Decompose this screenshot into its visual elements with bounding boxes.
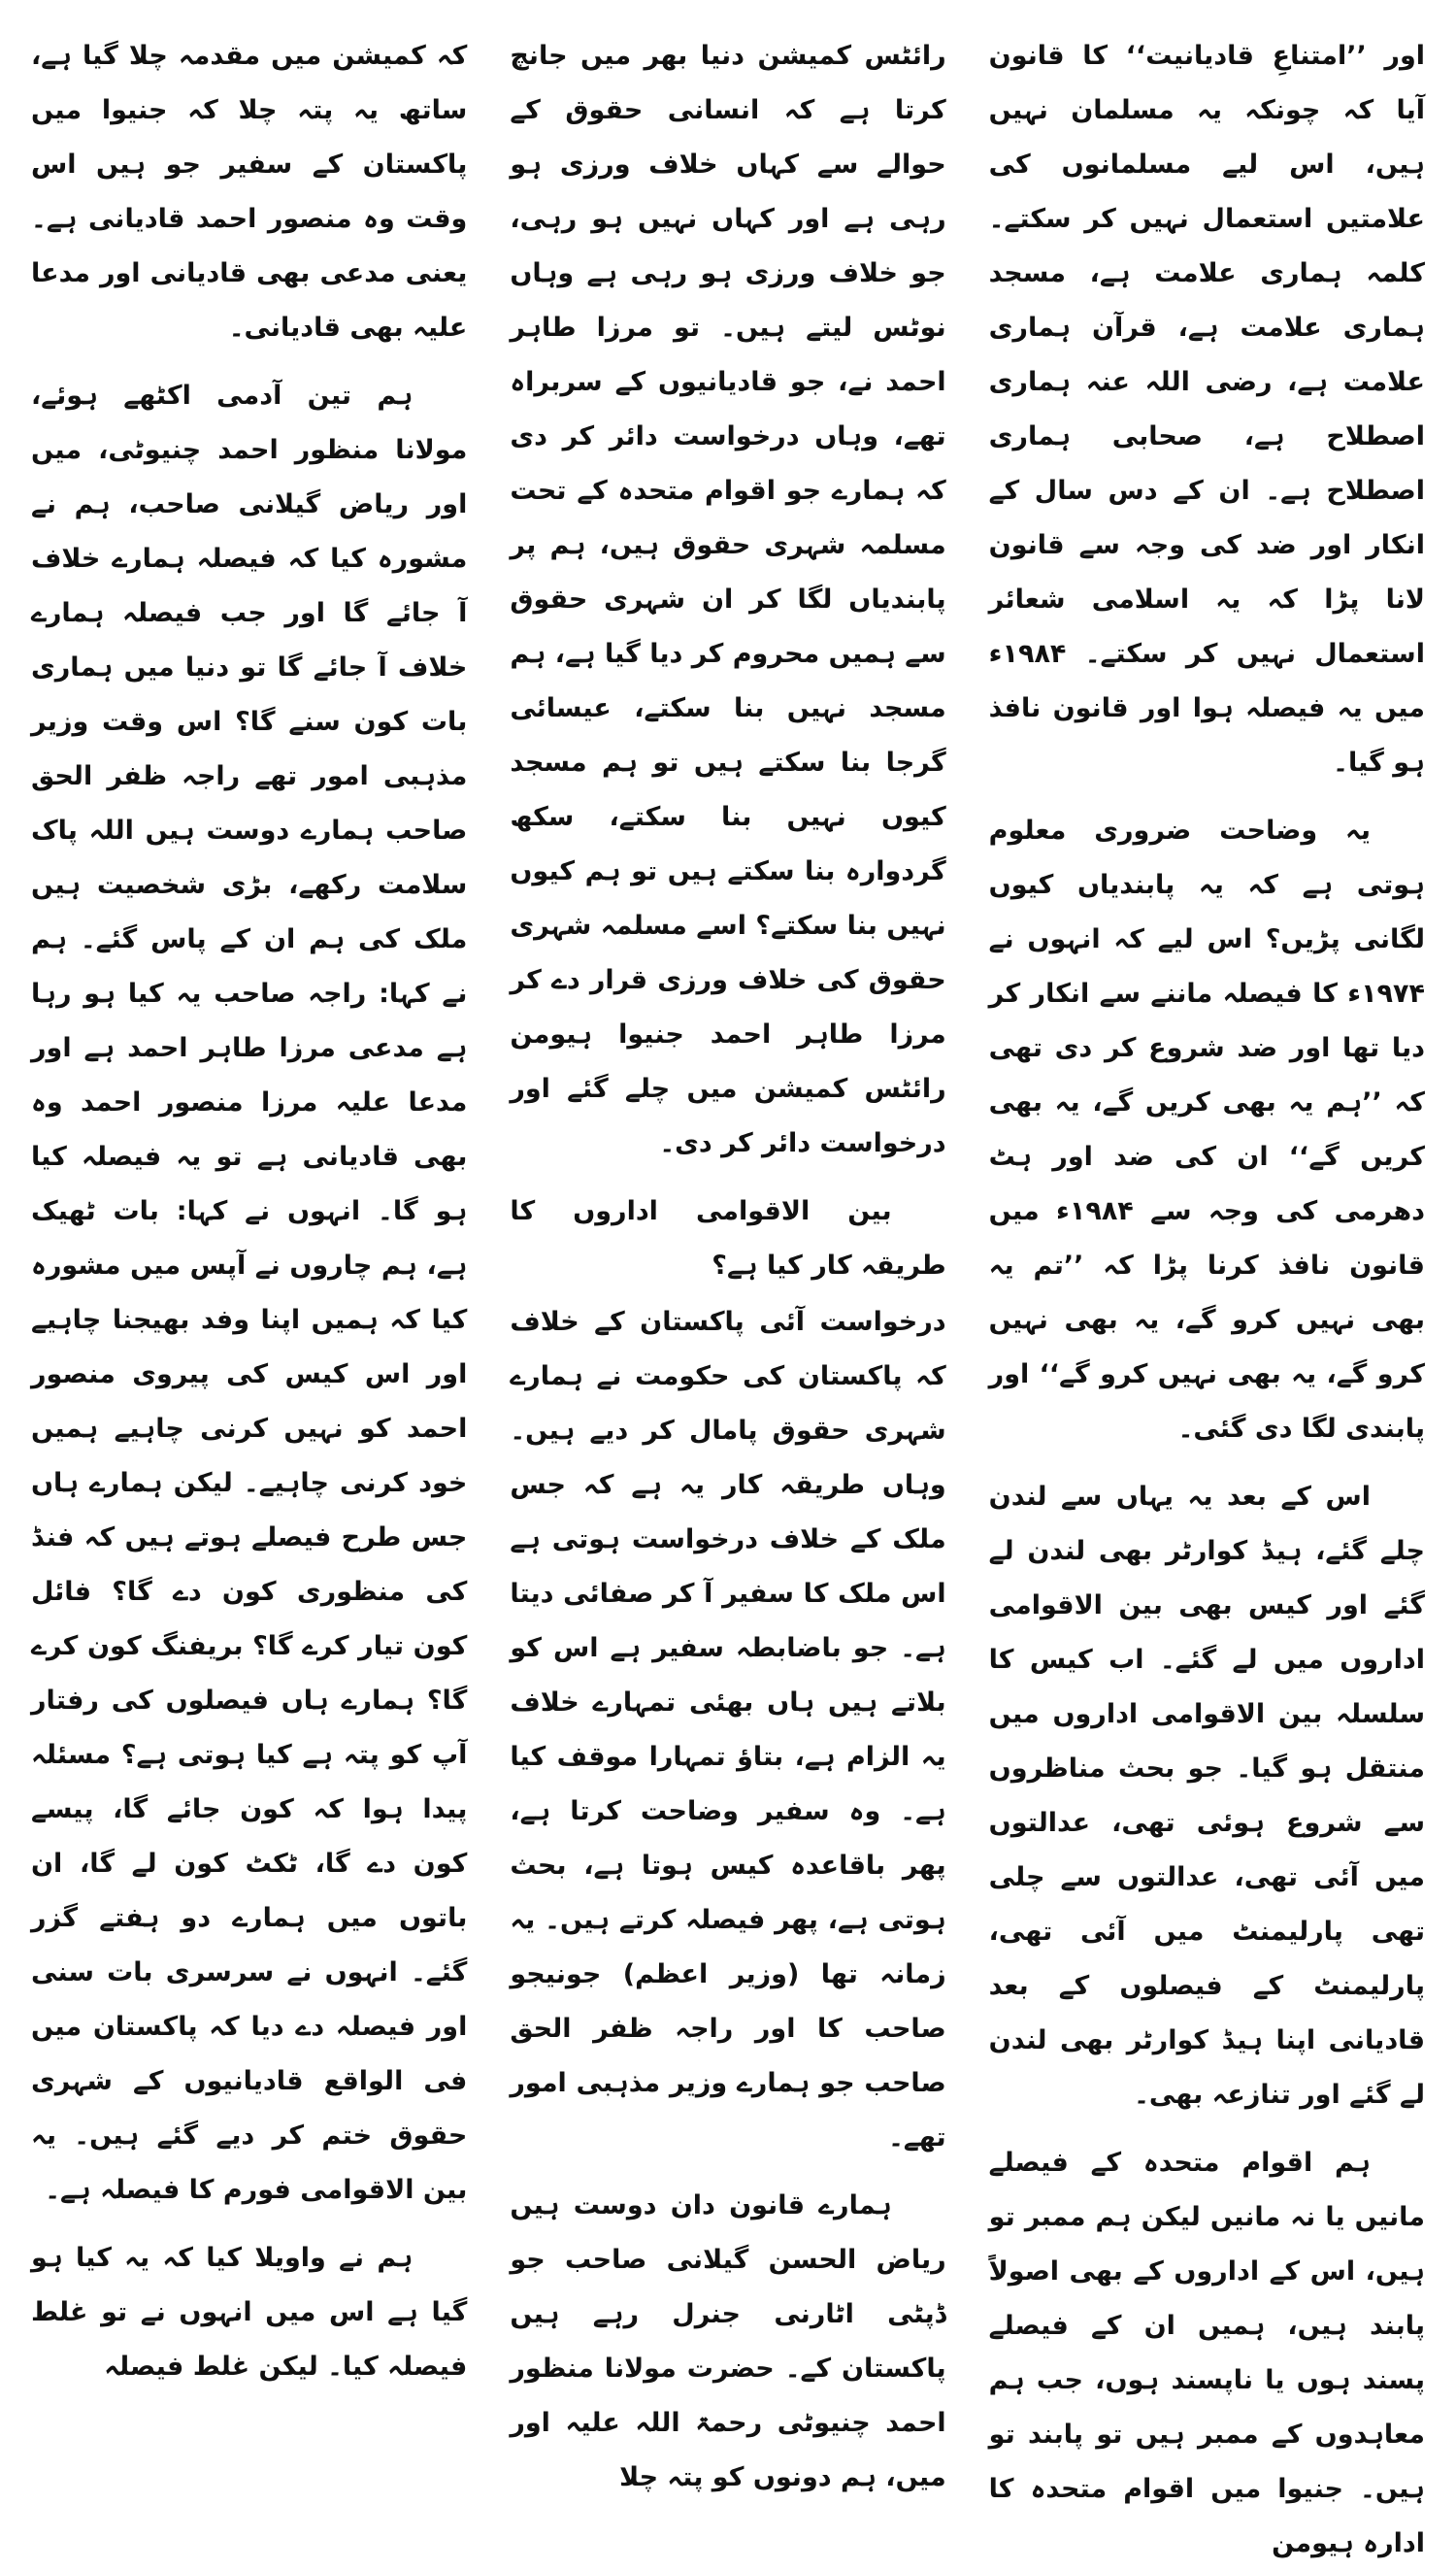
paragraph: اور ’’امتناعِ قادیانیت‘‘ کا قانون آیا کہ چونکہ یہ مسلمان نہیں ہیں، اس لیے مسلمانوں کی علامتیں استعمال نہیں کر سکتے۔ کلمہ ہماری علامت ہے، مسجد ہماری علامت ہے، قرآن ہماری علامت ہے، رضی اللہ عنہ ہماری اصطلاح ہے، صحابی ہماری اصطلاح ہے۔ ان کے دس سال کے انکار اور ضد کی وجہ سے قانون لانا پڑا کہ یہ اسلامی شعائر استعمال نہیں کر سکتے۔ ۱۹۸۴ء میں یہ فیصلہ ہوا اور قانون نافذ ہو گیا۔ <box>988 41 1425 778</box>
column-left <box>31 29 468 2382</box>
paragraph: ہم تین آدمی اکٹھے ہوئے، مولانا منظور احمد چنیوٹی، میں اور ریاض گیلانی صاحب، ہم نے مشورہ کیا کہ فیصلہ ہمارے خلاف آ جائے گا اور جب فیصلہ ہمارے خلاف آ جائے گا تو دنیا میں ہماری بات کون سنے گا؟ اس وقت وزیر مذہبی امور تھے راجہ ظفر الحق صاحب ہمارے دوست ہیں اللہ پاک سلامت رکھے، بڑی شخصیت ہیں ملک کی ہم ان کے پاس گئے۔ ہم نے کہا: راجہ صاحب یہ کیا ہو رہا ہے مدعی مرزا طاہر احمد ہے اور مدعا علیہ مرزا منصور احمد وہ بھی قادیانی ہے تو یہ فیصلہ کیا ہو گا۔ انہوں نے کہا: بات ٹھیک ہے، ہم چاروں نے آپس میں مشورہ کیا کہ ہمیں اپنا وفد بھیجنا چاہیے اور اس کیس کی پیروی منصور احمد کو نہیں کرنی چاہیے ہمیں خود کرنی چاہیے۔ لیکن ہمارے ہاں جس طرح فیصلے ہوتے ہیں کہ فنڈ کی منظوری کون دے گا؟ فائل کون تیار کرے گا؟ بریفنگ کون کرے گا؟ ہمارے ہاں فیصلوں کی رفتار آپ کو پتہ ہے کیا ہوتی ہے؟ مسئلہ پیدا ہوا کہ کون جائے گا، پیسے کون دے گا، ٹکٹ کون لے گا، ان باتوں میں ہمارے دو ہفتے گزر گئے۔ انہوں نے سرسری بات سنی اور فیصلہ دے دیا کہ پاکستان میں فی الواقع قادیانیوں کے شہری حقوق ختم کر دیے گئے ہیں۔ یہ بین الاقوامی فورم کا فیصلہ ہے۔ <box>31 381 468 2205</box>
paragraph: اس کے بعد یہ یہاں سے لندن چلے گئے، ہیڈ کوارٹر بھی لندن لے گئے اور کیس بھی بین الاقوامی اداروں میں لے گئے۔ اب کیس کا سلسلہ بین الاقوامی اداروں میں منتقل ہو گیا۔ جو بحث مناظروں سے شروع ہوئی تھی، عدالتوں میں آئی تھی، عدالتوں سے چلی تھی پارلیمنٹ میں آئی تھی، پارلیمنٹ کے فیصلوں کے بعد قادیانی اپنا ہیڈ کوارٹر بھی لندن لے گئے اور تنازعہ بھی۔ <box>988 1482 1425 2110</box>
column-right <box>988 29 1425 2558</box>
paragraph: یہ وضاحت ضروری معلوم ہوتی ہے کہ یہ پابندیاں کیوں لگانی پڑیں؟ اس لیے کہ انہوں نے ۱۹۷۴ء کا فیصلہ ماننے سے انکار کر دیا تھا اور ضد شروع کر دی تھی کہ ’’ہم یہ بھی کریں گے، یہ بھی کریں گے‘‘ ان کی ضد اور ہٹ دھرمی کی وجہ سے ۱۹۸۴ء میں قانون نافذ کرنا پڑا کہ ’’تم یہ بھی نہیں کرو گے، یہ بھی نہیں کرو گے، یہ بھی نہیں کرو گے‘‘ اور پابندی لگا دی گئی۔ <box>988 816 1425 1444</box>
paragraph: ہم نے واویلا کیا کہ یہ کیا ہو گیا ہے اس میں انہوں نے تو غلط فیصلہ کیا۔ لیکن غلط فیصلہ <box>31 2243 468 2382</box>
text-columns <box>31 29 1425 2558</box>
paragraph: کہ کمیشن میں مقدمہ چلا گیا ہے، ساتھ یہ پتہ چلا کہ جنیوا میں پاکستان کے سفیر جو ہیں اس وقت وہ منصور احمد قادیانی ہے۔ یعنی مدعی بھی قادیانی اور مدعا علیہ بھی قادیانی۔ <box>31 41 468 343</box>
paragraph: درخواست آئی پاکستان کے خلاف کہ پاکستان کی حکومت نے ہمارے شہری حقوق پامال کر دیے ہیں۔ وہاں طریقہ کار یہ ہے کہ جس ملک کے خلاف درخواست ہوتی ہے اس ملک کا سفیر آ کر صفائی دیتا ہے۔ جو باضابطہ سفیر ہے اس کو بلاتے ہیں ہاں بھئی تمہارے خلاف یہ الزام ہے، بتاؤ تمہارا موقف کیا ہے۔ وہ سفیر وضاحت کرتا ہے، پھر باقاعدہ کیس ہوتا ہے، بحث ہوتی ہے، پھر فیصلہ کرتے ہیں۔ یہ زمانہ تھا (وزیر اعظم) جونیجو صاحب کا اور راجہ ظفر الحق صاحب جو ہمارے وزیر مذہبی امور تھے۔ <box>510 1307 946 2153</box>
column-middle <box>510 29 946 2492</box>
paragraph: ہم اقوام متحدہ کے فیصلے مانیں یا نہ مانیں لیکن ہم ممبر تو ہیں، اس کے اداروں کے بھی اصولاً پابند ہیں، ہمیں ان کے فیصلے پسند ہوں یا ناپسند ہوں، جب ہم معاہدوں کے ممبر ہیں تو پابند تو ہیں۔ جنیوا میں اقوام متحدہ کا ادارہ ہیومن <box>988 2148 1425 2558</box>
paragraph: ہمارے قانون دان دوست ہیں ریاض الحسن گیلانی صاحب جو ڈپٹی اٹارنی جنرل رہے ہیں پاکستان کے۔ حضرت مولانا منظور احمد چنیوٹی رحمۃ اللہ علیہ اور میں، ہم دونوں کو پتہ چلا <box>510 2190 946 2492</box>
paragraph: رائٹس کمیشن دنیا بھر میں جانچ کرتا ہے کہ انسانی حقوق کے حوالے سے کہاں خلاف ورزی ہو رہی ہے اور کہاں نہیں ہو رہی، جو خلاف ورزی ہو رہی ہے وہاں نوٹس لیتے ہیں۔ تو مرزا طاہر احمد نے، جو قادیانیوں کے سربراہ تھے، وہاں درخواست دائر کر دی کہ ہمارے جو اقوام متحدہ کے تحت مسلمہ شہری حقوق ہیں، ہم پر پابندیاں لگا کر ان شہری حقوق سے ہمیں محروم کر دیا گیا ہے، ہم مسجد نہیں بنا سکتے، عیسائی گرجا بنا سکتے ہیں تو ہم مسجد کیوں نہیں بنا سکتے، سکھ گردوارہ بنا سکتے ہیں تو ہم کیوں نہیں بنا سکتے؟ اسے مسلمہ شہری حقوق کی خلاف ورزی قرار دے کر مرزا طاہر احمد جنیوا ہیومن رائٹس کمیشن میں چلے گئے اور درخواست دائر کر دی۔ <box>510 41 946 1158</box>
section-heading: بین الاقوامی اداروں کا طریقہ کار کیا ہے؟ <box>510 1196 946 1281</box>
